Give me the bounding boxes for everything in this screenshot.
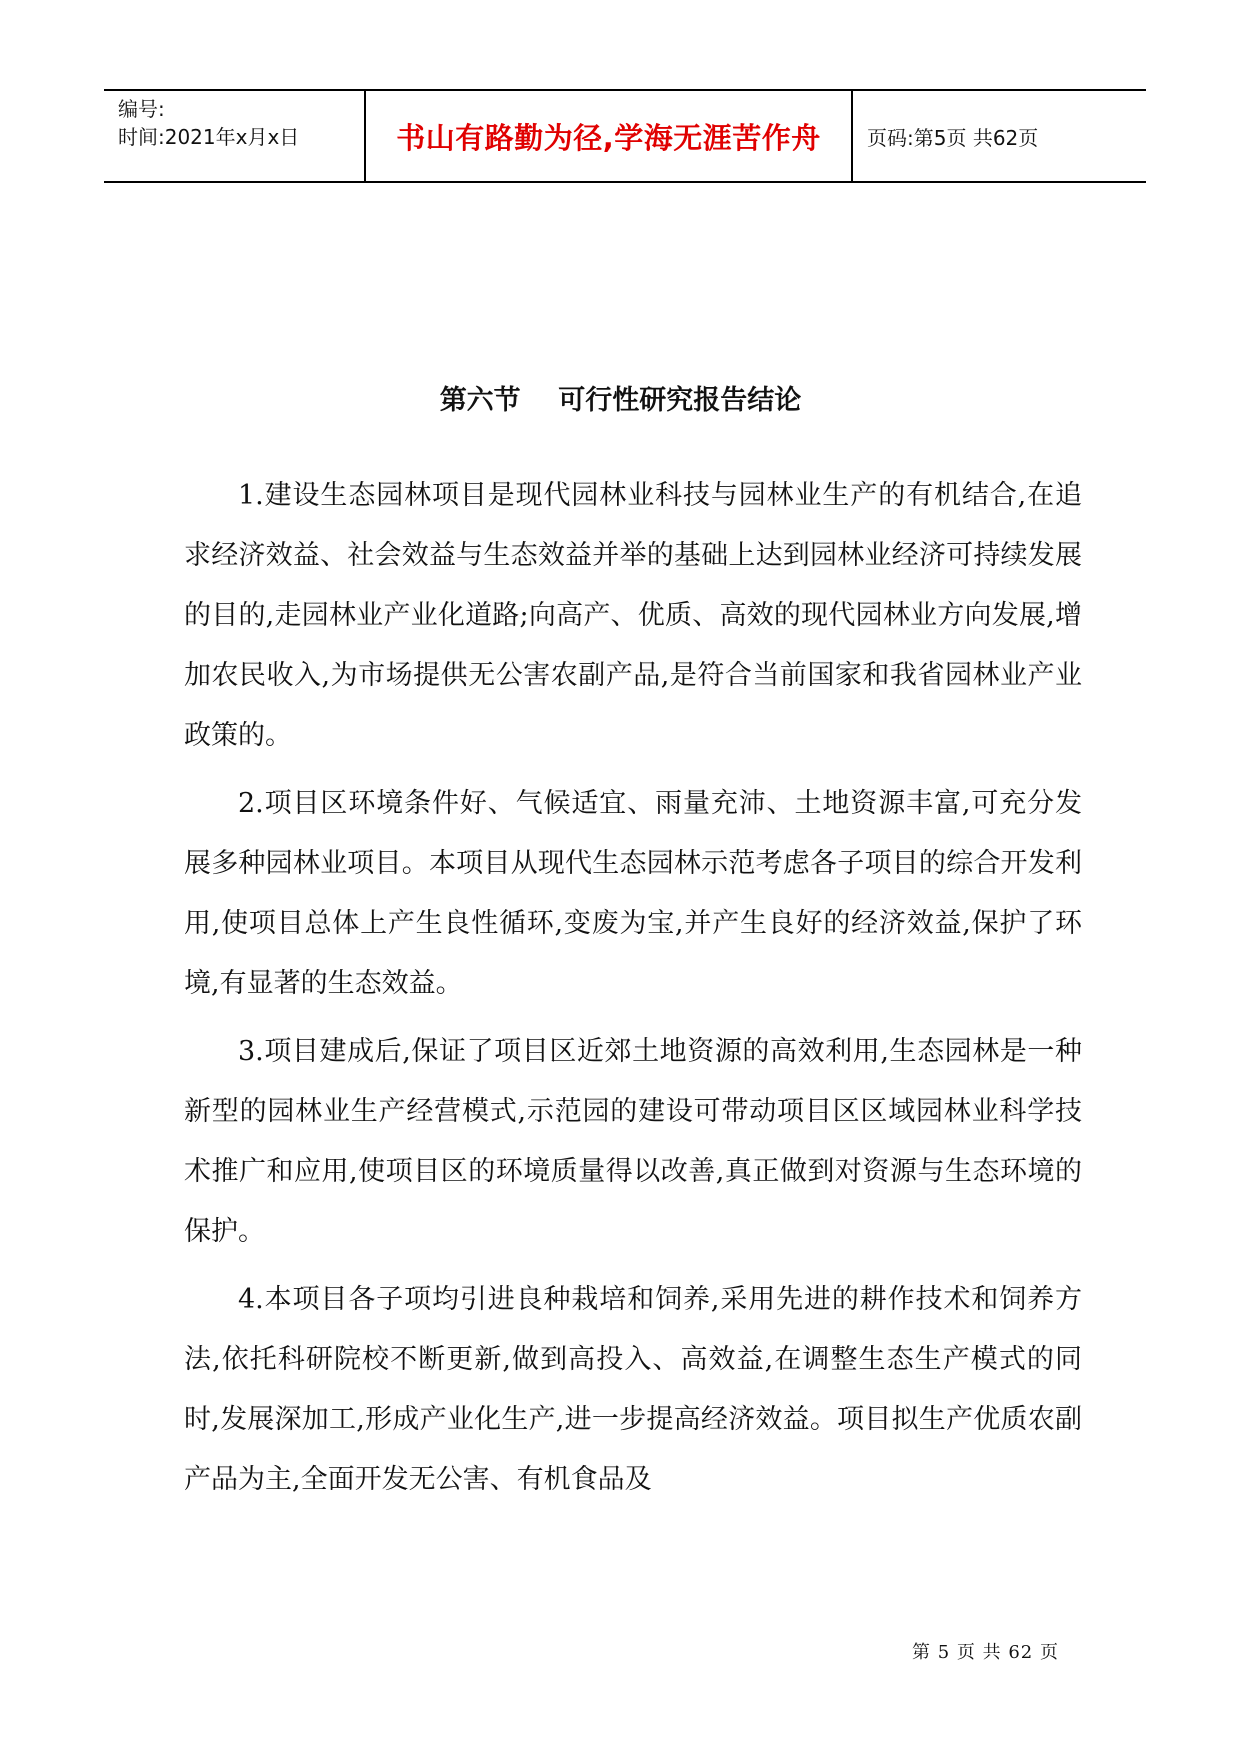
header-page-info: 页码:第5页 共62页 (867, 125, 1039, 150)
page-footer: 第 5 页 共 62 页 (912, 1642, 1059, 1663)
header-motto-cell (366, 91, 853, 181)
paragraph-1: 1.建设生态园林项目是现代园林业科技与园林业生产的有机结合,在追求经济效益、社会效益与生态效益并举的基础上达到园林业经济可持续发展的目的,走园林业产业化道路;向高产、优质、高效的现代园林业方向发展,增加农民收入,为市场提供无公害农副产品,是符合当前国家和我省园林业产业政策的。 (184, 480, 1082, 751)
document-header (104, 89, 1146, 183)
paragraph-2: 2.项目区环境条件好、气候适宜、雨量充沛、土地资源丰富,可充分发展多种园林业项目。本项目从现代生态园林示范考虑各子项目的综合开发利用,使项目总体上产生良性循环,变废为宝,并产生良好的经济效益,保护了环境,有显著的生态效益。 (184, 788, 1082, 999)
header-motto: 书山有路勤为径,学海无涯苦作舟 (396, 120, 821, 155)
paragraph-4: 4.本项目各子项均引进良种栽培和饲养,采用先进的耕作技术和饲养方法,依托科研院校不断更新,做到高投入、高效益,在调整生态生产模式的同时,发展深加工,形成产业化生产,进一步提高经济效益。项目拟生产优质农副产品为主,全面开发无公害、有机食品及 (184, 1284, 1082, 1495)
document-number-label: 编号: (118, 97, 165, 121)
header-meta (104, 91, 366, 181)
document-body (184, 466, 1082, 1518)
document-date-label: 时间:2021年x月x日 (118, 125, 300, 149)
header-page-cell (853, 91, 1146, 181)
section-title: 第六节 可行性研究报告结论 (439, 385, 802, 416)
paragraph-3: 3.项目建成后,保证了项目区近郊土地资源的高效利用,生态园林是一种新型的园林业生产经营模式,示范园的建设可带动项目区区域园林业科学技术推广和应用,使项目区的环境质量得以改善,真正做到对资源与生态环境的保护。 (184, 1036, 1082, 1247)
